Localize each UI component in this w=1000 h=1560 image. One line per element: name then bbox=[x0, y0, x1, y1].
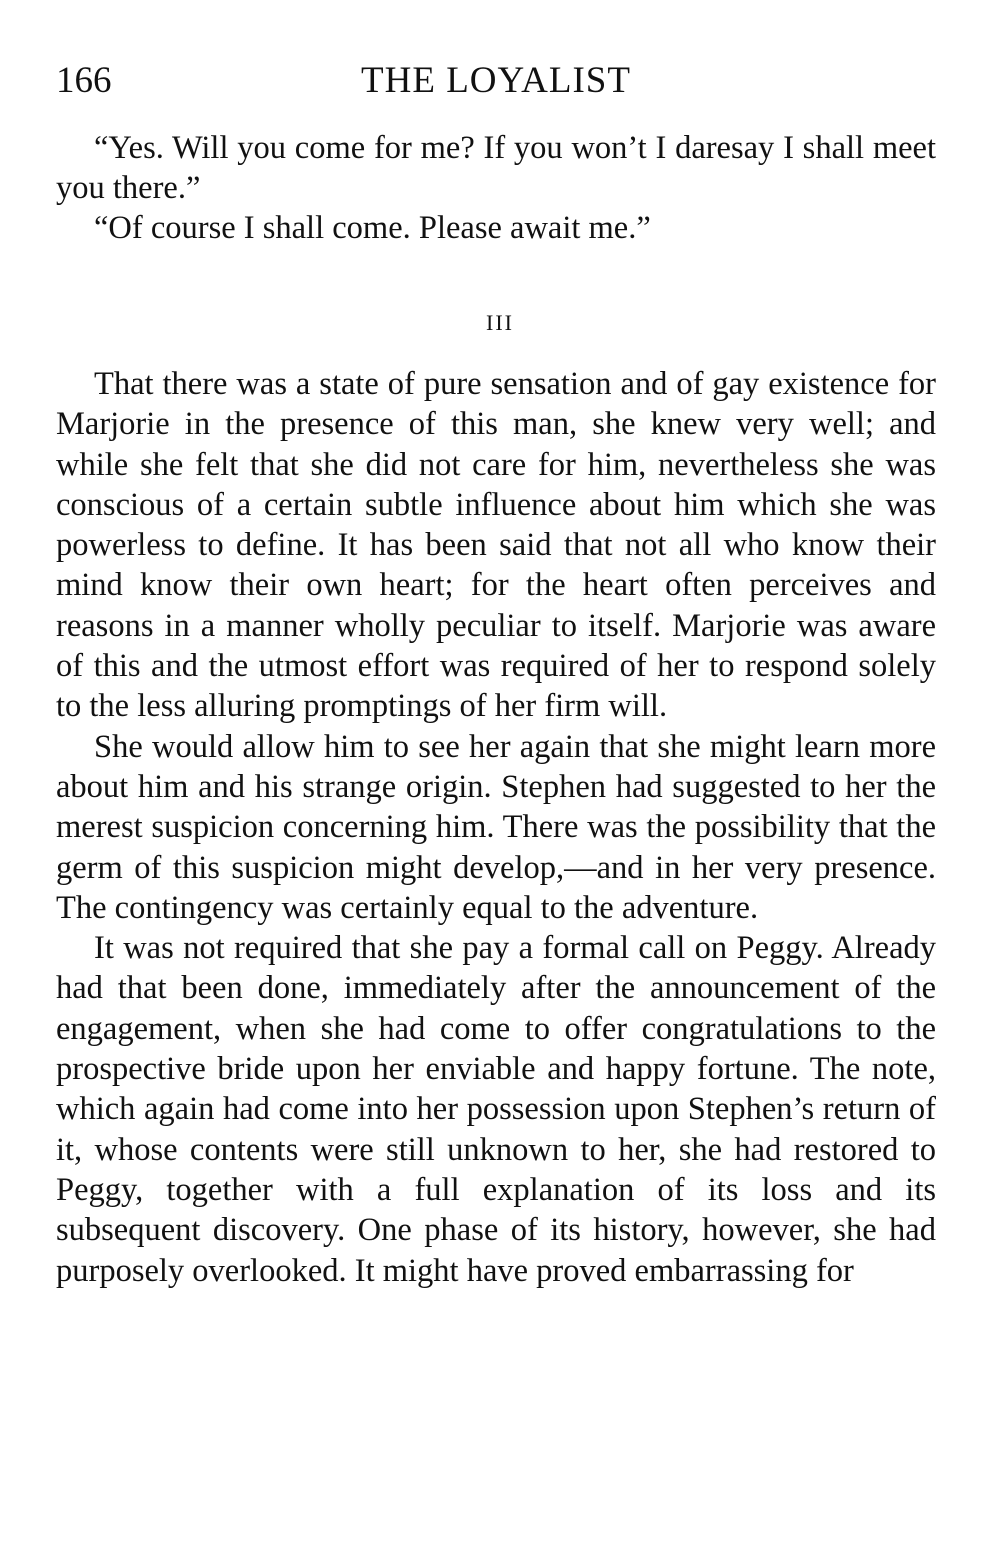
section-number: III bbox=[486, 310, 514, 335]
dialogue-line: “Of course I shall come. Please await me.” bbox=[94, 210, 651, 246]
book-title: THE LOYALIST bbox=[361, 60, 631, 101]
dialogue-line: “Yes. Will you come for me? If you won’t I daresay I shall meet you there.” bbox=[56, 130, 936, 206]
dialogue-block bbox=[56, 128, 936, 248]
body-text bbox=[56, 364, 936, 1291]
page-number: 166 bbox=[56, 60, 112, 101]
paragraph: She would allow him to see her again that she might learn more about him and his strange origin. Stephen had suggested to her the merest suspicion concerning him. There was the possibility that the germ of this suspicion might develop,—and in her very presence. The contingency was certainly equal to the adventure. bbox=[56, 728, 936, 926]
paragraph: That there was a state of pure sensation and of gay existence for Marjorie in the presence of this man, she knew very well; and while she felt that she did not care for him, nevertheless she was conscious of a certain subtle influence about him which she was powerless to define. It has been said that not all who know their mind know their own heart; for the heart often perceives and reasons in a manner wholly peculiar to itself. Marjorie was aware of this and the utmost effort was required of her to respond solely to the less alluring promptings of her firm will. bbox=[56, 366, 936, 725]
running-head bbox=[56, 56, 936, 106]
paragraph: It was not required that she pay a formal call on Peggy. Already had that been done, immediately after the announcement of the engagement, when she had come to offer congratulations to the prospective bride upon her enviable and happy fortune. The note, which again had come into her possession upon Stephen’s return of it, whose contents were still unknown to her, she had restored to Peggy, together with a full explanation of its loss and its subsequent discovery. One phase of its history, however, she had purposely overlooked. It might have proved embarrassing for bbox=[56, 930, 936, 1289]
